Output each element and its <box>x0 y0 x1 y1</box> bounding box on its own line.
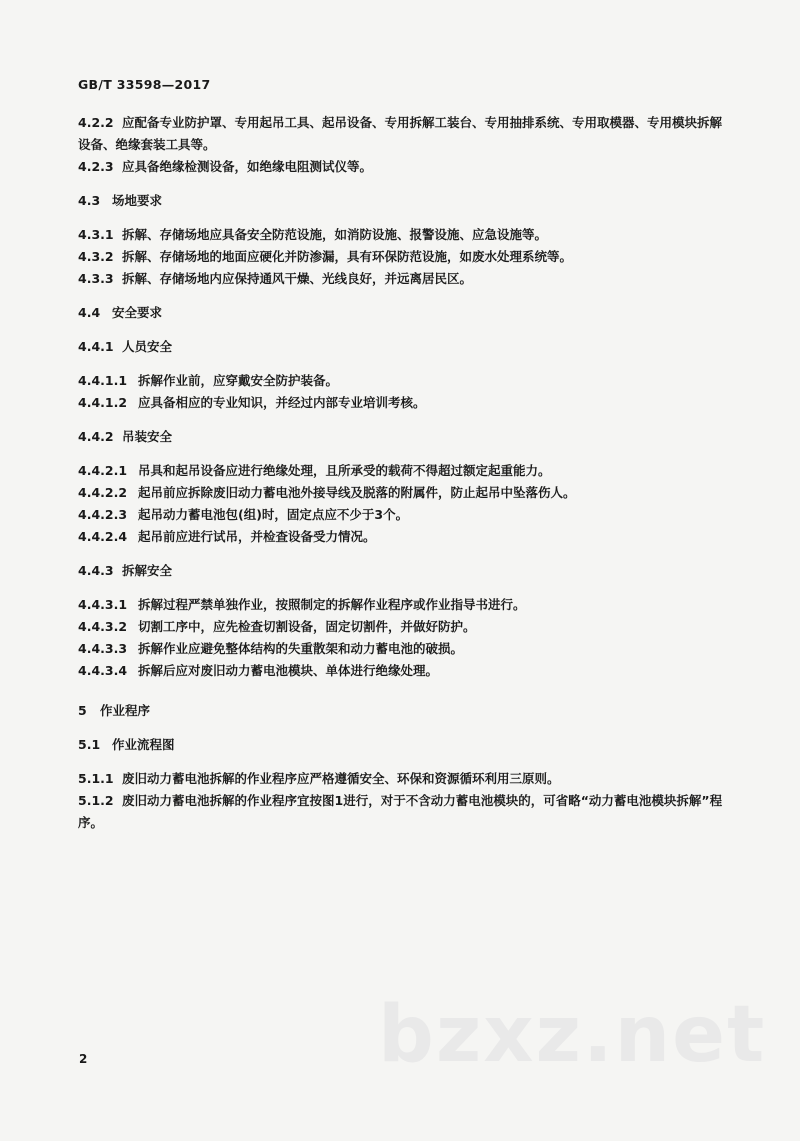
clause-4-3-2 <box>78 246 726 268</box>
clause-number: 4.4.2.4 <box>78 529 128 544</box>
clause-text: 拆解、存储场地内应保持通风干燥、光线良好，并远离居民区。 <box>122 271 473 286</box>
clause-4-4-1-1 <box>78 370 726 392</box>
clause-5-1-2 <box>78 790 726 834</box>
clause-4-2-2 <box>78 112 726 156</box>
chapter-number: 5 <box>78 703 87 718</box>
section-4-4-heading <box>78 302 726 324</box>
subsection-4-4-2-heading <box>78 426 726 448</box>
clause-number: 4.4.1.2 <box>78 395 128 410</box>
clause-4-4-2-1 <box>78 460 726 482</box>
clause-text: 拆解后应对废旧动力蓄电池模块、单体进行绝缘处理。 <box>138 663 439 678</box>
subsection-4-4-3-heading <box>78 560 726 582</box>
clause-4-3-1 <box>78 224 726 246</box>
clause-number: 4.4.3.1 <box>78 597 128 612</box>
section-title: 作业流程图 <box>112 737 175 752</box>
clause-4-4-3-3 <box>78 638 726 660</box>
chapter-title: 作业程序 <box>100 703 151 718</box>
clause-number: 4.4.1.1 <box>78 373 128 388</box>
clause-4-2-3 <box>78 156 726 178</box>
subsection-title: 吊装安全 <box>122 429 173 444</box>
standard-id: GB/T 33598—2017 <box>78 77 211 92</box>
clause-text: 废旧动力蓄电池拆解的作业程序宜按图1进行，对于不含动力蓄电池模块的，可省略“动力蓄电池模块拆解”程序。 <box>78 793 723 830</box>
section-number: 5.1 <box>78 737 101 752</box>
clause-number: 4.4.2.3 <box>78 507 128 522</box>
watermark-text: bzxz.net <box>378 990 767 1080</box>
subsection-number: 4.4.2 <box>78 429 114 444</box>
section-title: 场地要求 <box>112 193 163 208</box>
clause-text: 切割工序中，应先检查切割设备，固定切割件，并做好防护。 <box>138 619 476 634</box>
clause-text: 吊具和起吊设备应进行绝缘处理，且所承受的载荷不得超过额定起重能力。 <box>138 463 551 478</box>
clause-4-4-2-2 <box>78 482 726 504</box>
clause-text: 拆解、存储场地的地面应硬化并防渗漏，具有环保防范设施，如废水处理系统等。 <box>122 249 573 264</box>
clause-4-4-3-1 <box>78 594 726 616</box>
clause-text: 拆解作业应避免整体结构的失重散架和动力蓄电池的破损。 <box>138 641 464 656</box>
clause-5-1-1 <box>78 768 726 790</box>
clause-number: 5.1.1 <box>78 771 114 786</box>
section-5-1-heading <box>78 734 726 756</box>
clause-number: 4.4.2.1 <box>78 463 128 478</box>
clause-4-4-1-2 <box>78 392 726 414</box>
section-title: 安全要求 <box>112 305 163 320</box>
clause-4-3-3 <box>78 268 726 290</box>
subsection-title: 人员安全 <box>122 339 173 354</box>
clause-text: 起吊前应拆除废旧动力蓄电池外接导线及脱落的附属件，防止起吊中坠落伤人。 <box>138 485 576 500</box>
clause-text: 拆解、存储场地应具备安全防范设施，如消防设施、报警设施、应急设施等。 <box>122 227 548 242</box>
section-number: 4.3 <box>78 193 101 208</box>
clause-4-4-2-3 <box>78 504 726 526</box>
document-body <box>78 112 726 834</box>
clause-number: 4.2.3 <box>78 159 114 174</box>
subsection-number: 4.4.3 <box>78 563 114 578</box>
clause-text: 拆解作业前，应穿戴安全防护装备。 <box>138 373 339 388</box>
clause-text: 应具备相应的专业知识，并经过内部专业培训考核。 <box>138 395 426 410</box>
clause-4-4-3-4 <box>78 660 726 682</box>
clause-4-4-3-2 <box>78 616 726 638</box>
clause-number: 4.2.2 <box>78 115 114 130</box>
clause-number: 4.4.3.4 <box>78 663 128 678</box>
clause-text: 废旧动力蓄电池拆解的作业程序应严格遵循安全、环保和资源循环利用三原则。 <box>122 771 560 786</box>
clause-number: 4.3.1 <box>78 227 114 242</box>
clause-text: 应具备绝缘检测设备，如绝缘电阻测试仪等。 <box>122 159 373 174</box>
clause-text: 拆解过程严禁单独作业，按照制定的拆解作业程序或作业指导书进行。 <box>138 597 526 612</box>
clause-number: 4.4.2.2 <box>78 485 128 500</box>
clause-text: 应配备专业防护罩、专用起吊工具、起吊设备、专用拆解工装台、专用抽排系统、专用取模器、专用模块拆解设备、绝缘套装工具等。 <box>78 115 723 152</box>
clause-number: 5.1.2 <box>78 793 114 808</box>
subsection-title: 拆解安全 <box>122 563 173 578</box>
subsection-number: 4.4.1 <box>78 339 114 354</box>
section-4-3-heading <box>78 190 726 212</box>
subsection-4-4-1-heading <box>78 336 726 358</box>
page-number: 2 <box>79 1052 88 1066</box>
clause-number: 4.4.3.3 <box>78 641 128 656</box>
clause-text: 起吊前应进行试吊，并检查设备受力情况。 <box>138 529 376 544</box>
clause-number: 4.3.2 <box>78 249 114 264</box>
chapter-5-heading <box>78 700 726 722</box>
clause-4-4-2-4 <box>78 526 726 548</box>
clause-text: 起吊动力蓄电池包(组)时，固定点应不少于3个。 <box>138 507 409 522</box>
section-number: 4.4 <box>78 305 101 320</box>
clause-number: 4.4.3.2 <box>78 619 128 634</box>
clause-number: 4.3.3 <box>78 271 114 286</box>
